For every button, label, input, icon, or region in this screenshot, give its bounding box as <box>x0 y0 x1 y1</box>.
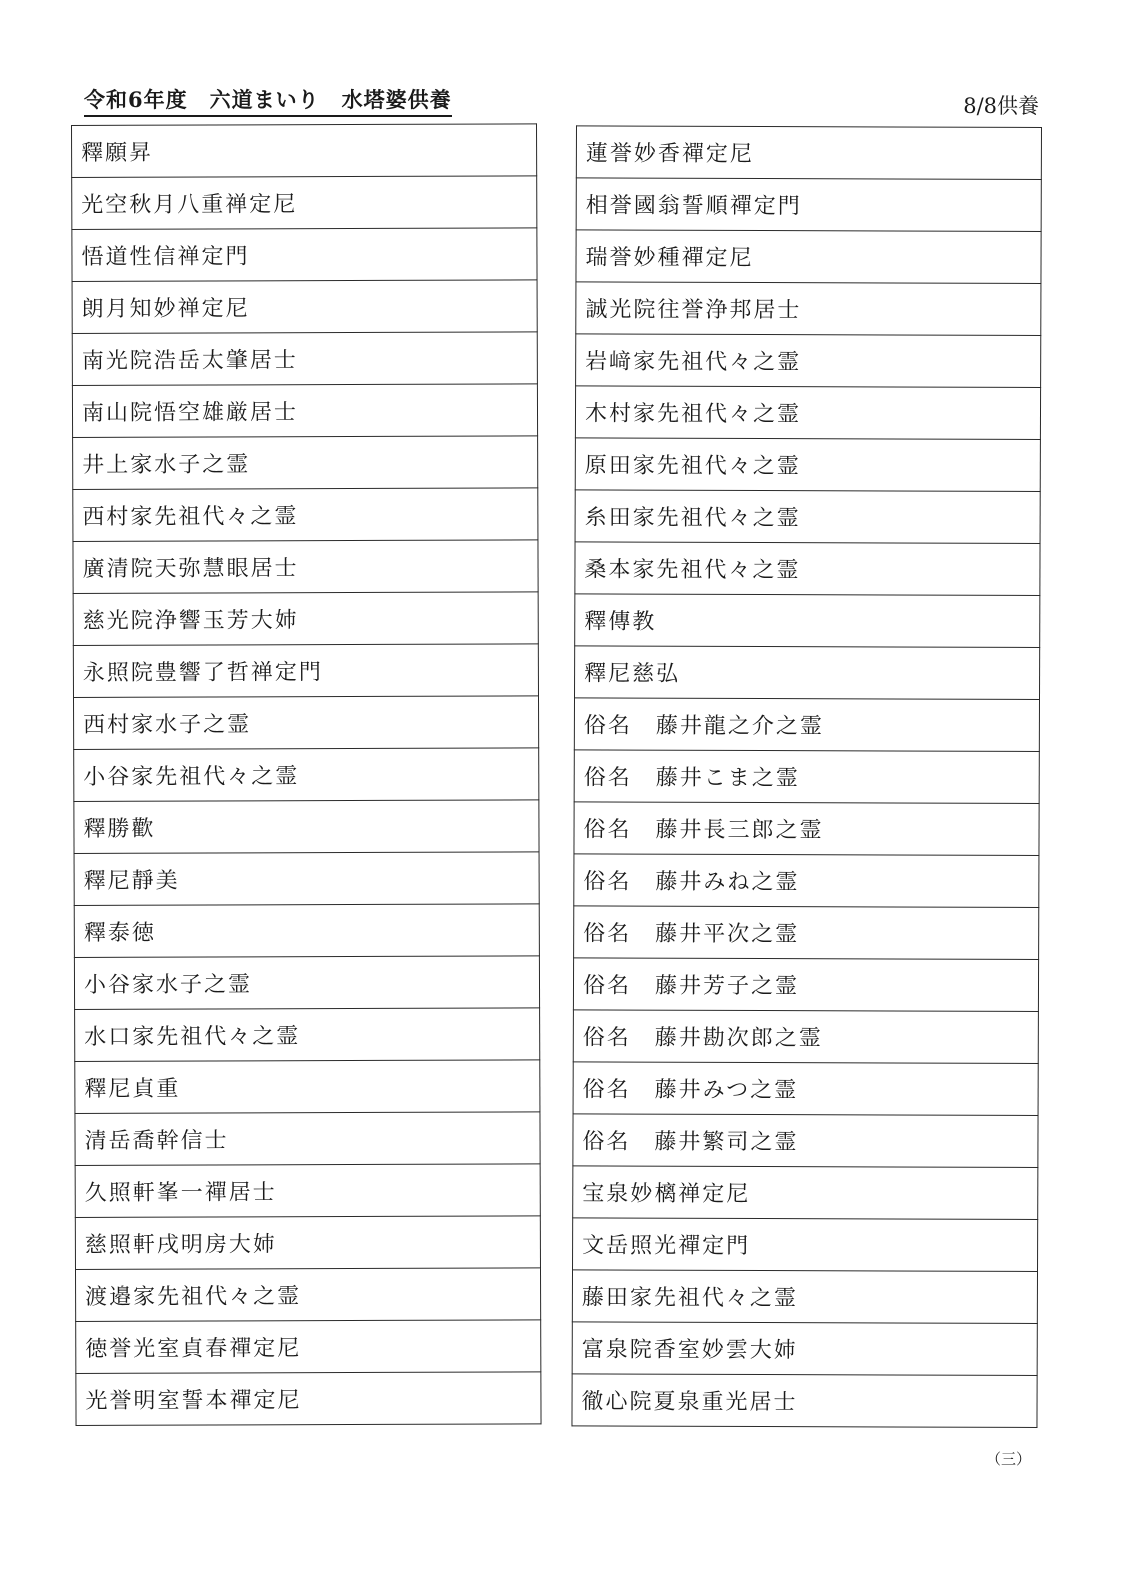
memorial-date-label: 8/8供養 <box>963 94 1039 118</box>
table-row <box>72 228 537 282</box>
name-cell: 悟道性信禅定門 <box>72 228 537 282</box>
table-row <box>573 1062 1038 1116</box>
name-cell: 渡邉家先祖代々之霊 <box>75 1268 540 1322</box>
table-row <box>573 1166 1038 1220</box>
name-cell: 蓮誉妙香禪定尼 <box>576 126 1041 180</box>
table-row <box>575 490 1040 544</box>
table-row <box>73 488 538 542</box>
name-cell: 釋勝歡 <box>74 800 539 854</box>
name-cell: 釋傳教 <box>575 594 1040 648</box>
table-row <box>576 282 1041 336</box>
table-row <box>72 384 537 438</box>
name-cell: 瑞誉妙種禪定尼 <box>576 230 1041 284</box>
name-cell: 木村家先祖代々之霊 <box>575 386 1040 440</box>
name-cell: 光空秋月八重禅定尼 <box>72 176 537 230</box>
table-row <box>74 800 539 854</box>
table-row <box>573 1218 1038 1272</box>
name-cell: 原田家先祖代々之霊 <box>575 438 1040 492</box>
name-cell: 朗月知妙禅定尼 <box>72 280 537 334</box>
table-row <box>73 436 538 490</box>
table-row <box>75 1216 540 1270</box>
name-cell: 清岳喬幹信士 <box>75 1112 540 1166</box>
name-cell: 俗名 藤井平次之霊 <box>574 906 1039 960</box>
name-cell: 宝泉妙樆禅定尼 <box>573 1166 1038 1220</box>
name-cell: 釋尼靜美 <box>74 852 539 906</box>
name-cell: 相誉國翁誓順禪定門 <box>576 178 1041 232</box>
name-cell: 南山院悟空雄厳居士 <box>72 384 537 438</box>
name-cell: 俗名 藤井長三郎之霊 <box>574 802 1039 856</box>
name-cell: 釋願昇 <box>72 124 537 178</box>
table-row <box>76 1320 541 1374</box>
table-row <box>73 592 538 646</box>
table-row <box>575 646 1040 700</box>
name-cell: 慈照軒戌明房大姉 <box>75 1216 540 1270</box>
table-row <box>75 1112 540 1166</box>
name-cell: 光誉明室誓本禪定尼 <box>76 1372 541 1426</box>
name-cell: 釋尼貞重 <box>75 1060 540 1114</box>
table-row <box>73 644 538 698</box>
table-row <box>576 126 1041 180</box>
table-row <box>75 1060 540 1114</box>
name-cell: 富泉院香室妙雲大姉 <box>572 1322 1037 1376</box>
table-row <box>575 386 1040 440</box>
table-row <box>74 852 539 906</box>
table-row <box>72 176 537 230</box>
name-cell: 小谷家先祖代々之霊 <box>74 748 539 802</box>
name-cell: 西村家水子之霊 <box>73 696 538 750</box>
table-row <box>74 748 539 802</box>
table-row <box>574 854 1039 908</box>
table-row <box>575 438 1040 492</box>
table-row <box>575 594 1040 648</box>
table-row <box>575 542 1040 596</box>
right-name-table <box>571 125 1042 1428</box>
table-row <box>576 334 1041 388</box>
name-cell: 誠光院往誉浄邦居士 <box>576 282 1041 336</box>
table-row <box>73 696 538 750</box>
table-row <box>576 178 1041 232</box>
table-row <box>573 1010 1038 1064</box>
table-row <box>572 1322 1037 1376</box>
name-cell: 徳誉光室貞春禪定尼 <box>76 1320 541 1374</box>
name-cell: 藤田家先祖代々之霊 <box>572 1270 1037 1324</box>
name-cell: 井上家水子之霊 <box>73 436 538 490</box>
table-row <box>75 1008 540 1062</box>
table-row <box>73 540 538 594</box>
name-cell: 俗名 藤井みつ之霊 <box>573 1062 1038 1116</box>
name-cell: 桑本家先祖代々之霊 <box>575 542 1040 596</box>
table-row <box>76 1372 541 1426</box>
name-cell: 岩﨑家先祖代々之霊 <box>576 334 1041 388</box>
name-cell: 永照院豊響了哲禅定門 <box>73 644 538 698</box>
name-cell: 俗名 藤井芳子之霊 <box>573 958 1038 1012</box>
table-row <box>576 230 1041 284</box>
name-cell: 西村家先祖代々之霊 <box>73 488 538 542</box>
name-cell: 水口家先祖代々之霊 <box>75 1008 540 1062</box>
name-cell: 俗名 藤井龍之介之霊 <box>574 698 1039 752</box>
table-row <box>72 124 537 178</box>
name-cell: 慈光院浄響玉芳大姉 <box>73 592 538 646</box>
name-cell: 釋尼慈弘 <box>575 646 1040 700</box>
name-cell: 俗名 藤井勘次郎之霊 <box>573 1010 1038 1064</box>
page-number: （三） <box>985 1450 1031 1468</box>
table-row <box>75 1164 540 1218</box>
name-cell: 南光院浩岳太肇居士 <box>72 332 537 386</box>
left-name-table <box>71 123 542 1426</box>
table-row <box>573 958 1038 1012</box>
table-row <box>574 906 1039 960</box>
table-row <box>574 750 1039 804</box>
table-row <box>572 1270 1037 1324</box>
table-row <box>75 1268 540 1322</box>
table-row <box>573 1114 1038 1168</box>
table-row <box>72 280 537 334</box>
table-row <box>74 904 539 958</box>
table-row <box>572 1374 1037 1428</box>
name-cell: 糸田家先祖代々之霊 <box>575 490 1040 544</box>
document-title: 令和6年度 六道まいり 水塔婆供養 <box>84 84 452 117</box>
name-cell: 廣清院天弥慧眼居士 <box>73 540 538 594</box>
name-cell: 俗名 藤井繁司之霊 <box>573 1114 1038 1168</box>
table-row <box>72 332 537 386</box>
name-cell: 徹心院夏泉重光居士 <box>572 1374 1037 1428</box>
name-cell: 文岳照光禪定門 <box>573 1218 1038 1272</box>
name-cell: 小谷家水子之霊 <box>74 956 539 1010</box>
name-cell: 久照軒峯一禪居士 <box>75 1164 540 1218</box>
name-cell: 俗名 藤井こま之霊 <box>574 750 1039 804</box>
table-row <box>74 956 539 1010</box>
table-row <box>574 802 1039 856</box>
name-cell: 俗名 藤井みね之霊 <box>574 854 1039 908</box>
table-row <box>574 698 1039 752</box>
name-cell: 釋泰徳 <box>74 904 539 958</box>
